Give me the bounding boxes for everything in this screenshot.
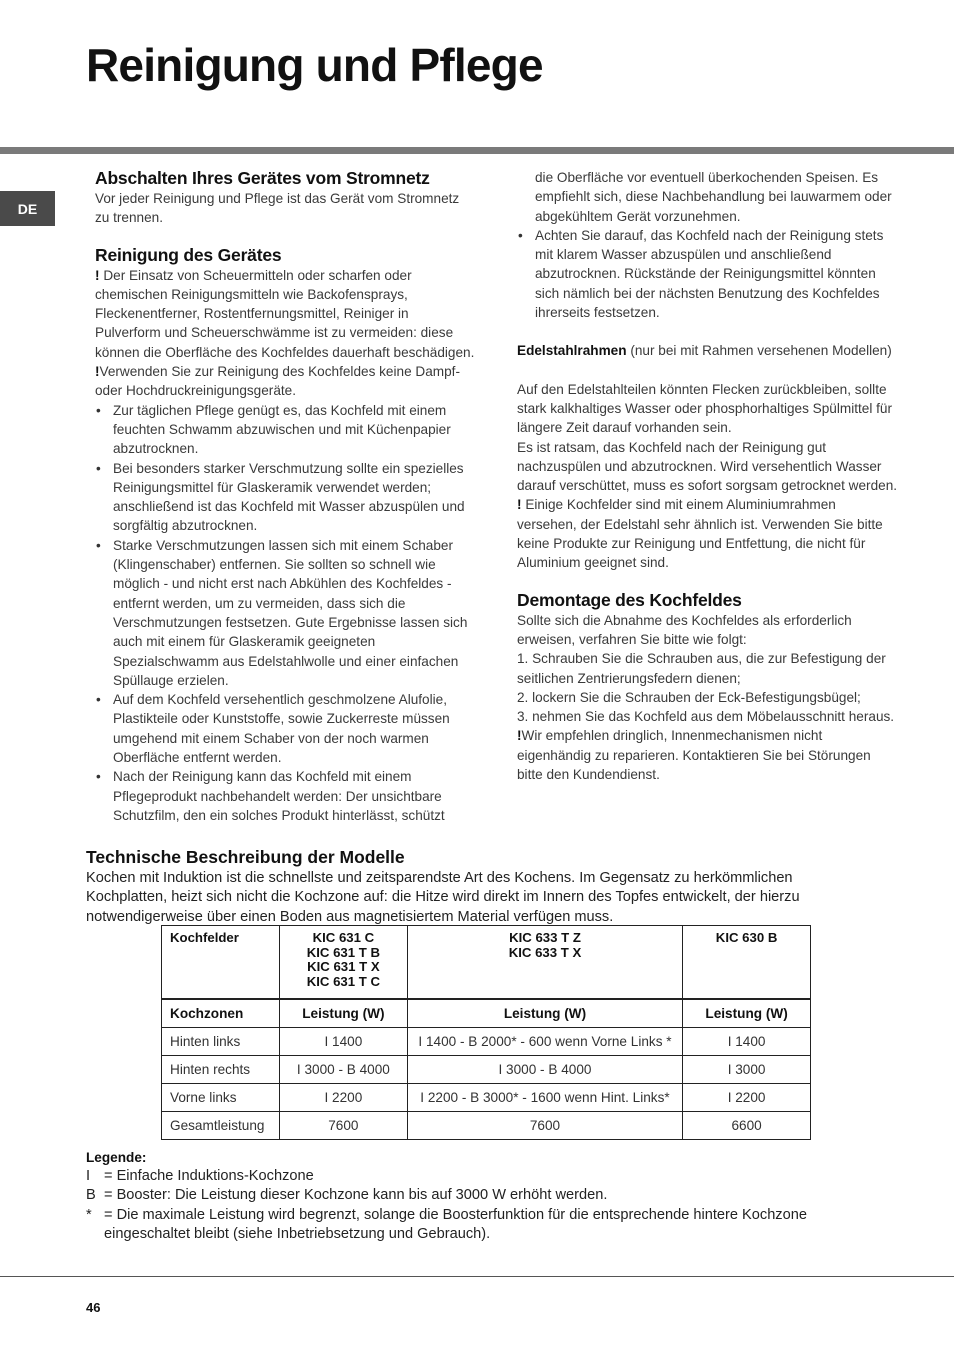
table-cell: 7600 [279,1112,407,1140]
stainless-paragraph-2: Es ist ratsam, das Kochfeld nach der Reinigung gut nachzuspülen und abzutrocknen. Wird versehentlich Wasser darauf verschüttet, muss es sofort sorgsam getrocknet werden. [517,439,898,494]
legend-symbol: I [86,1168,91,1185]
right-column [517,168,899,784]
table-cell: I 3000 [683,1056,811,1084]
model-name: KIC 633 T X [508,944,582,960]
warning-steam [95,362,475,401]
table-cell: I 1400 [683,1028,811,1056]
table-cell: Leistung (W) [279,999,407,1028]
technical-intro: Kochen mit Induktion ist die schnellste und zeitsparendste Art des Kochens. Im Gegensatz zu herkömmlichen Kochplatten, heizt sich nicht die Kochzone auf: die Hitze wird direkt im Innern des Topfes entwickelt, der hierzu notwendigerweise über einen Boden aus magnetisiertem Material verfügen muss. [86,870,800,925]
table-cell: I 3000 - B 4000 [407,1056,682,1084]
legend-text: = Die maximale Leistung wird begrenzt, solange die Boosterfunktion für die entsprechende hintere Kochzone eingeschaltet bleibt (siehe Inbetriebsetzung und Gebrauch). [104,1206,807,1242]
model-name: KIC 631 T X [307,959,380,975]
technical-description [86,846,876,927]
list-item: • Starke Verschmutzungen lassen sich mit einem Schaber (Klingenschaber) entfernen. Sie sollten so schnell wie möglich - und nicht erst nach Abkühlen des Kochfeldes - entfernt werden, um zu vermeiden, dass sich die Verschmutzungen festsetzen. Gute Ergebnisse lassen sich auch mit einem für Glaskeramik geeigneten Spezialschwamm aus Edelstahlwolle und einer einfachen Spüllauge erzielen. [95,536,475,690]
warning-steam-text: Verwenden Sie zur Reinigung des Kochfeldes keine Dampf- oder Hochdruckreinigungsgeräte. [95,364,460,399]
spacer [517,361,899,380]
rinse-bullet-list [517,226,899,322]
table-cell: Kochfelder [162,926,280,1000]
list-item: • Auf dem Kochfeld versehentlich geschmolzene Alufolie, Plastikteile oder Kunststoffe, sowie Zuckerreste müssen umgehend mit einem Schaber von der noch warmen Oberfläche entfernt werden. [95,690,475,767]
removal-step: 2. lockern Sie die Schrauben der Eck-Befestigungsbügel; [517,689,861,705]
table-row [162,1056,811,1084]
removal-intro: Sollte sich die Abnahme des Kochfeldes als erforderlich erweisen, verfahren Sie bitte wie folgt: [517,612,852,647]
section-heading-removal: Demontage des Kochfeldes [517,589,742,610]
warning-abrasives-text: Der Einsatz von Scheuermitteln oder scharfen oder chemischen Reinigungsmitteln wie Backofensprays, Fleckenentferner, Rostentfernungsmittel, Reiniger in Pulverform und Scheuerschwämme ist zu vermeiden: diese können die Oberfläche des Kochfeldes dauerhaft beschädigen. [95,267,475,360]
page-title: Reinigung und Pflege [86,39,543,91]
legend-text: = Booster: Die Leistung dieser Kochzone kann bis auf 3000 W erhöht werden. [104,1187,608,1204]
paragraph-disconnect: Vor jeder Reinigung und Pflege ist das Gerät vom Stromnetz zu trennen. [95,191,460,226]
warning-mark: ! [95,364,100,380]
left-column [95,167,475,825]
legend-symbol: B [86,1187,96,1204]
table-cell: Gesamtleistung [162,1112,280,1140]
table-cell [683,926,811,1000]
specs-table [161,925,811,1140]
warning-repair [517,726,899,784]
table-row-models [162,926,811,1000]
warning-mark: ! [517,497,522,513]
model-name: KIC 631 T B [306,944,381,960]
table-cell: Kochzonen [162,999,280,1028]
list-item: • Bei besonders starker Verschmutzung sollte ein spezielles Reinigungsmittel für Glaskeramik verwendet werden; anschließend ist das Kochfeld mit Wasser abzuspülen und sorgfältig abzutrocknen. [95,459,475,536]
table-cell: I 2200 - B 3000* - 1600 wenn Hint. Links* [407,1084,682,1112]
table-cell: I 1400 - B 2000* - 600 wenn Vorne Links * [407,1028,682,1056]
continued-paragraph: die Oberfläche vor eventuell überkochenden Speisen. Es empfiehlt sich, diese Nachbehandlung bei lauwarmem oder abgekühltem Gerät vorzunehmen. [535,170,892,224]
legend-symbol: * [86,1206,92,1223]
model-name: KIC 631 T C [306,973,381,989]
table-cell: Vorne links [162,1084,280,1112]
warning-aluminium [517,495,899,572]
table-cell: Hinten links [162,1028,280,1056]
section-heading-technical: Technische Beschreibung der Modelle [86,847,405,867]
table-cell [407,926,682,1000]
legend-text: = Einfache Induktions-Kochzone [104,1168,314,1185]
list-item: • Zur täglichen Pflege genügt es, das Kochfeld mit einem feuchten Schwamm abzuwischen und mit Küchenpapier abzutrocknen. [95,401,475,459]
model-name: KIC 633 T Z [509,930,581,945]
table-row [162,1112,811,1140]
table-header-row [162,999,811,1028]
stainless-frame-qualifier: (nur bei mit Rahmen versehenen Modellen) [626,343,892,359]
removal-step: 1. Schrauben Sie die Schrauben aus, die zur Befestigung der seitlichen Zentrierungsfedern dienen; [517,651,886,686]
removal-step: 3. nehmen Sie das Kochfeld aus dem Möbelausschnitt heraus. [517,709,895,725]
table-cell: Hinten rechts [162,1056,280,1084]
table-cell: 7600 [407,1112,682,1140]
list-item: • Nach der Reinigung kann das Kochfeld mit einem Pflegeprodukt nachbehandelt werden: Der unsichtbare Schutzfilm, den ein solches Produkt hinterlässt, schützt [95,767,475,825]
model-name: KIC 630 B [715,930,778,945]
table-row [162,1028,811,1056]
warning-abrasives [95,266,475,362]
table-cell: 6600 [683,1112,811,1140]
legend-item [86,1186,876,1205]
table-row [162,1084,811,1112]
stainless-frame-note [517,341,899,360]
warning-repair-text: Wir empfehlen dringlich, Innenmechanismen nicht eigenhändig zu reparieren. Kontaktieren Sie bei Störungen bitte den Kundendienst. [517,728,871,783]
list-item: • Achten Sie darauf, das Kochfeld nach der Reinigung stets mit klarem Wasser abzuspülen und anschließend abzutrocknen. Rückstände der Reinigungsmittel könnten sich nämlich bei der nächsten Benutzung des Kochfeldes ihrerseits festsetzen. [517,226,899,322]
legend-title: Legende: [86,1150,147,1165]
legend [86,1148,876,1244]
warning-aluminium-text: Einige Kochfelder sind mit einem Aluminiumrahmen versehen, der Edelstahl sehr ähnlich ist. Verwenden Sie bitte keine Produkte zur Reinigung und Entfettung, die nicht für Aluminium geeignet sind. [517,497,883,571]
language-tab: DE [0,191,55,226]
header-divider [0,147,954,154]
footer-divider [0,1276,954,1277]
legend-item [86,1167,876,1186]
legend-item [86,1206,876,1244]
section-heading-cleaning: Reinigung des Gerätes [95,244,282,265]
stainless-frame-label: Edelstahlrahmen [517,343,627,359]
page-number: 46 [86,1300,101,1315]
cleaning-bullet-list [95,401,475,826]
section-heading-disconnect: Abschalten Ihres Gerätes vom Stromnetz [95,168,430,188]
table-cell: Leistung (W) [407,999,682,1028]
table-cell: I 3000 - B 4000 [279,1056,407,1084]
table-cell: Leistung (W) [683,999,811,1028]
warning-mark: ! [95,267,100,283]
stainless-paragraph-1: Auf den Edelstahlteilen könnten Flecken zurückbleiben, sollte stark kalkhaltiges Wasser oder phosphorhaltiges Spülmittel für längere Zeit darauf vorhanden sein. [517,381,893,436]
model-name: KIC 631 C [312,930,375,945]
warning-mark: ! [517,728,522,744]
table-cell [279,926,407,1000]
table-cell: I 2200 [279,1084,407,1112]
table-cell: I 1400 [279,1028,407,1056]
spacer [517,322,899,341]
table-cell: I 2200 [683,1084,811,1112]
